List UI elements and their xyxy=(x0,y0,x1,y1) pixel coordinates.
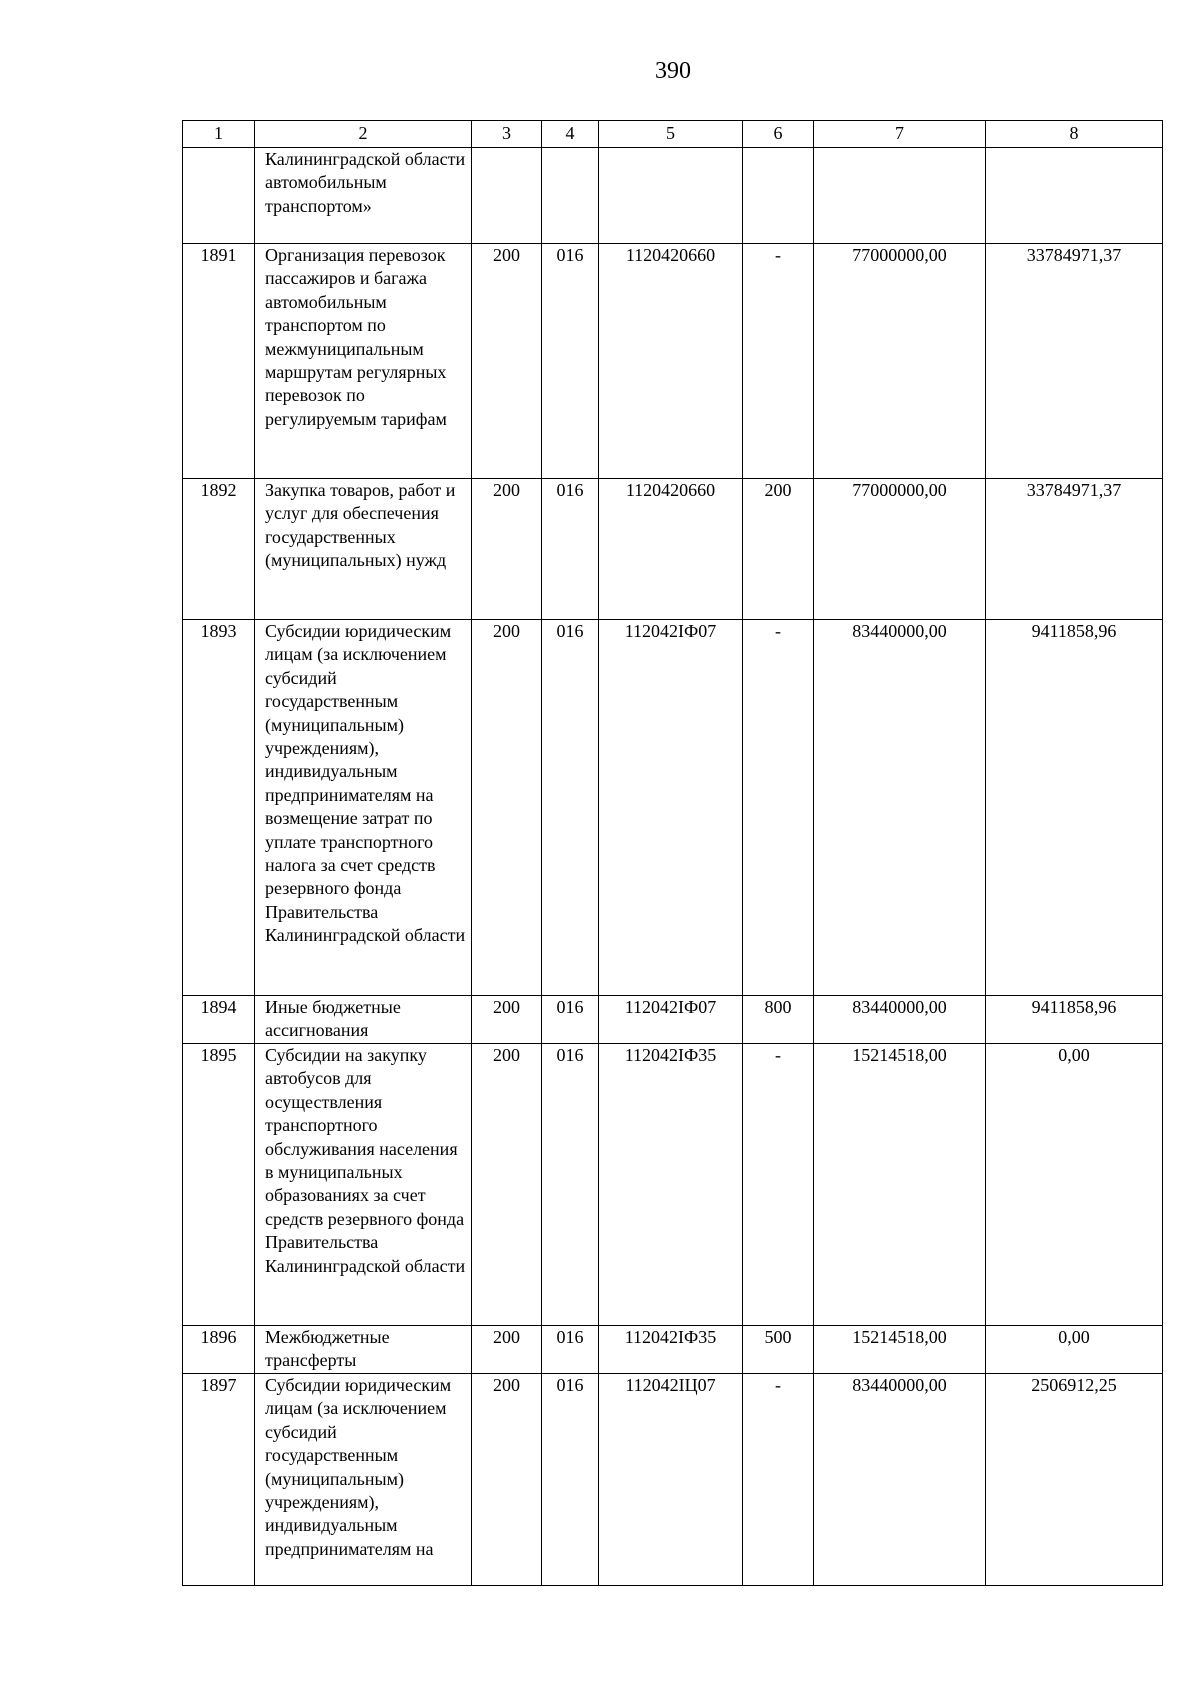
row-number: 1896 xyxy=(183,1326,255,1374)
col8-value: 9411858,96 xyxy=(986,996,1163,1044)
col4-value: 016 xyxy=(542,479,599,620)
row-name: Иные бюджетные ассигнования xyxy=(255,996,472,1044)
row-name: Калининградской области автомобильным транспортом» xyxy=(255,148,472,244)
table-row xyxy=(183,1044,1163,1326)
header-row xyxy=(183,121,1163,148)
row-number: 1891 xyxy=(183,244,255,479)
header-cell: 8 xyxy=(986,121,1163,148)
row-name: Закупка товаров, работ и услуг для обеспечения государственных (муниципальных) нужд xyxy=(255,479,472,620)
col5-value: 112042ІФ07 xyxy=(599,996,743,1044)
col5-value xyxy=(599,148,743,244)
col6-value: - xyxy=(743,1044,814,1326)
col8-value: 2506912,25 xyxy=(986,1374,1163,1586)
col7-value: 77000000,00 xyxy=(814,244,986,479)
col8-value: 33784971,37 xyxy=(986,479,1163,620)
col7-value xyxy=(814,148,986,244)
col7-value: 15214518,00 xyxy=(814,1044,986,1326)
col7-value: 83440000,00 xyxy=(814,996,986,1044)
row-number: 1893 xyxy=(183,620,255,996)
col3-value xyxy=(472,148,542,244)
col4-value: 016 xyxy=(542,244,599,479)
col5-value: 112042ІЦ07 xyxy=(599,1374,743,1586)
col8-value: 0,00 xyxy=(986,1326,1163,1374)
col6-value: - xyxy=(743,1374,814,1586)
col4-value: 016 xyxy=(542,1374,599,1586)
row-number: 1895 xyxy=(183,1044,255,1326)
page-number: 390 xyxy=(655,58,691,84)
col4-value: 016 xyxy=(542,1044,599,1326)
col6-value: 500 xyxy=(743,1326,814,1374)
table-row-continued xyxy=(183,148,1163,244)
header-cell: 1 xyxy=(183,121,255,148)
col4-value: 016 xyxy=(542,996,599,1044)
col5-value: 112042ІФ07 xyxy=(599,620,743,996)
header-cell: 6 xyxy=(743,121,814,148)
row-number: 1894 xyxy=(183,996,255,1044)
table-row xyxy=(183,479,1163,620)
header-cell: 4 xyxy=(542,121,599,148)
col7-value: 83440000,00 xyxy=(814,1374,986,1586)
col4-value xyxy=(542,148,599,244)
col3-value: 200 xyxy=(472,1044,542,1326)
col6-value: 800 xyxy=(743,996,814,1044)
row-name: Субсидии юридическим лицам (за исключением субсидий государственным (муниципальным) учреждениям), индивидуальным предпринимателям на xyxy=(255,1374,472,1586)
col8-value: 33784971,37 xyxy=(986,244,1163,479)
row-number: 1897 xyxy=(183,1374,255,1586)
table-row xyxy=(183,244,1163,479)
col8-value: 0,00 xyxy=(986,1044,1163,1326)
budget-table xyxy=(182,120,1163,1586)
col6-value: 200 xyxy=(743,479,814,620)
header-cell: 3 xyxy=(472,121,542,148)
col3-value: 200 xyxy=(472,996,542,1044)
col3-value: 200 xyxy=(472,620,542,996)
table-row xyxy=(183,620,1163,996)
row-name: Субсидии на закупку автобусов для осуществления транспортного обслуживания населения в муниципальных образованиях за счет средств резервного фонда Правительства Калининградской области xyxy=(255,1044,472,1326)
row-name: Организация перевозок пассажиров и багажа автомобильным транспортом по межмуниципальным маршрутам регулярных перевозок по регулируемым тарифам xyxy=(255,244,472,479)
col7-value: 77000000,00 xyxy=(814,479,986,620)
header-cell: 7 xyxy=(814,121,986,148)
table-row xyxy=(183,1326,1163,1374)
row-name: Субсидии юридическим лицам (за исключением субсидий государственным (муниципальным) учреждениям), индивидуальным предпринимателям на возмещение затрат по уплате транспортного налога за счет средств резервного фонда Правительства Калининградской области xyxy=(255,620,472,996)
table-row xyxy=(183,996,1163,1044)
col5-value: 112042ІФ35 xyxy=(599,1326,743,1374)
col5-value: 1120420660 xyxy=(599,479,743,620)
col3-value: 200 xyxy=(472,479,542,620)
col8-value xyxy=(986,148,1163,244)
col7-value: 15214518,00 xyxy=(814,1326,986,1374)
header-cell: 5 xyxy=(599,121,743,148)
col6-value xyxy=(743,148,814,244)
col3-value: 200 xyxy=(472,244,542,479)
col6-value: - xyxy=(743,244,814,479)
col8-value: 9411858,96 xyxy=(986,620,1163,996)
col3-value: 200 xyxy=(472,1326,542,1374)
header-cell: 2 xyxy=(255,121,472,148)
col3-value: 200 xyxy=(472,1374,542,1586)
col7-value: 83440000,00 xyxy=(814,620,986,996)
row-number xyxy=(183,148,255,244)
col5-value: 112042ІФ35 xyxy=(599,1044,743,1326)
col4-value: 016 xyxy=(542,620,599,996)
col4-value: 016 xyxy=(542,1326,599,1374)
col6-value: - xyxy=(743,620,814,996)
row-name: Межбюджетные трансферты xyxy=(255,1326,472,1374)
table-row xyxy=(183,1374,1163,1586)
col5-value: 1120420660 xyxy=(599,244,743,479)
row-number: 1892 xyxy=(183,479,255,620)
